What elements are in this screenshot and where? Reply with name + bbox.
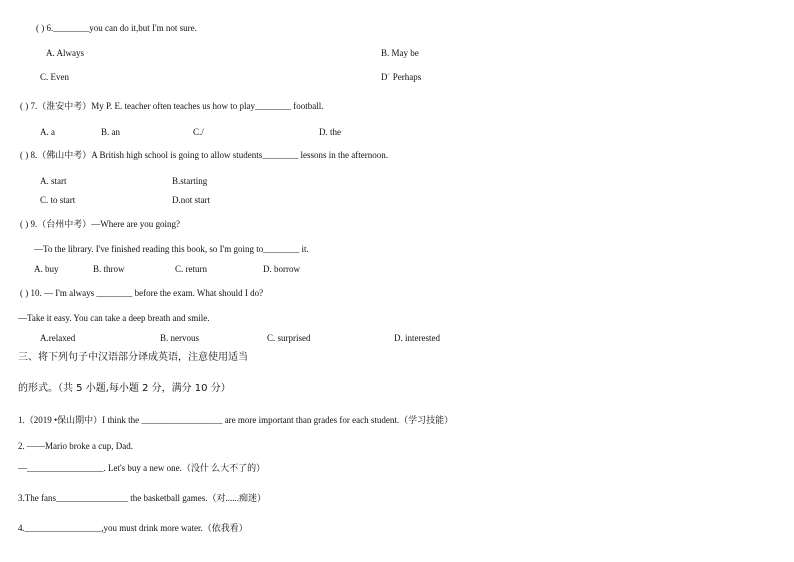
q8-stem: ( ) 8.（佛山中考）A British high school is going to allow students________ lessons in the afternoon. xyxy=(20,150,388,160)
q7-option-d: D. the xyxy=(319,127,341,137)
q9-option-a: A. buy xyxy=(34,264,59,274)
translation-item-2-line2: —_________________. Let's buy a new one.（没什 么大不了的） xyxy=(18,463,266,473)
q9-option-d: D. borrow xyxy=(263,264,300,274)
translation-item-3: 3.The fans________________ the basketball games.（对......痴迷） xyxy=(18,493,266,503)
q9-stem: ( ) 9.（台州中考）—Where are you going? xyxy=(20,219,180,229)
q8-option-d: D.not start xyxy=(172,195,210,205)
q6-option-d: D˙ Perhaps xyxy=(381,72,422,82)
q10-option-a: A.relaxed xyxy=(40,333,76,343)
translation-item-4: 4._________________,you must drink more water.（依我看） xyxy=(18,523,248,533)
section3-title-line2: 的形式。（共 5 小题,每小题 2 分，满分 10 分） xyxy=(18,383,231,394)
q7-option-a: A. a xyxy=(40,127,55,137)
translation-item-2-line1: 2. ——Mario broke a cup, Dad. xyxy=(18,441,133,451)
q7-stem: ( ) 7.（淮安中考）My P. E. teacher often teaches us how to play________ football. xyxy=(20,101,324,111)
q10-stem: ( ) 10. — I'm always ________ before the exam. What should I do? xyxy=(20,288,264,298)
q8-option-b: B.starting xyxy=(172,176,208,186)
q9-line2: —To the library. I've finished reading this book, so I'm going to________ it. xyxy=(34,244,309,254)
q10-line2: —Take it easy. You can take a deep breath and smile. xyxy=(18,313,210,323)
translation-item-1: 1.（2019 •保山期中）I think the __________________ are more important than grades for each student.（学习技能） xyxy=(18,415,454,425)
q8-option-a: A. start xyxy=(40,176,67,186)
q6-option-b: B. May be xyxy=(381,48,419,58)
q6-option-c: C. Even xyxy=(40,72,69,82)
q8-option-c: C. to start xyxy=(40,195,76,205)
q7-option-c: C./ xyxy=(193,127,204,137)
q10-option-d: D. interested xyxy=(394,333,440,343)
q10-option-c: C. surprised xyxy=(267,333,311,343)
q10-option-b: B. nervous xyxy=(160,333,199,343)
q9-option-c: C. return xyxy=(175,264,207,274)
q6-option-a: A. Always xyxy=(46,48,84,58)
q9-option-b: B. throw xyxy=(93,264,125,274)
q7-option-b: B. an xyxy=(101,127,120,137)
q6-stem: ( ) 6.________you can do it,but I'm not sure. xyxy=(36,23,197,33)
section3-title-line1: 三、将下列句子中汉语部分译成英语，注意使用适当 xyxy=(18,352,248,363)
